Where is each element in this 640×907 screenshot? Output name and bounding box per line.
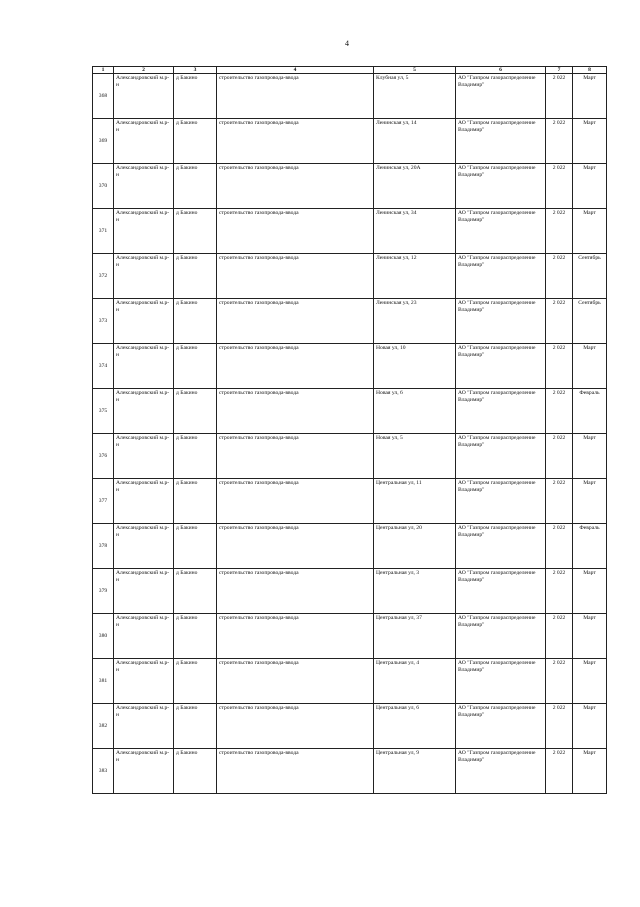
locality-cell: д Бакино <box>174 209 217 254</box>
work-type-cell: строительство газопровода-ввода <box>217 614 374 659</box>
work-type-cell: строительство газопровода-ввода <box>217 389 374 434</box>
work-type-cell: строительство газопровода-ввода <box>217 344 374 389</box>
address-cell: Центральная ул, 4 <box>374 659 456 704</box>
district-cell: Александровский м.р-н <box>114 254 174 299</box>
row-number: 372 <box>93 254 114 299</box>
year-cell: 2 022 <box>546 524 573 569</box>
organization-cell: АО "Газпром газораспределение Владимир" <box>456 434 546 479</box>
table-row <box>93 749 607 794</box>
address-cell: Ленинская ул, 14 <box>374 119 456 164</box>
table-row <box>93 389 607 434</box>
district-cell: Александровский м.р-н <box>114 704 174 749</box>
work-type-cell: строительство газопровода-ввода <box>217 74 374 119</box>
address-cell: Ленинская ул, 34 <box>374 209 456 254</box>
work-type-cell: строительство газопровода-ввода <box>217 209 374 254</box>
locality-cell: д Бакино <box>174 389 217 434</box>
row-number: 378 <box>93 524 114 569</box>
month-cell: Март <box>573 119 607 164</box>
address-cell: Центральная ул, 20 <box>374 524 456 569</box>
locality-cell: д Бакино <box>174 524 217 569</box>
row-number: 375 <box>93 389 114 434</box>
organization-cell: АО "Газпром газораспределение Владимир" <box>456 389 546 434</box>
table-row <box>93 299 607 344</box>
row-number: 374 <box>93 344 114 389</box>
locality-cell: д Бакино <box>174 434 217 479</box>
month-cell: Март <box>573 704 607 749</box>
column-header: 5 <box>374 67 456 74</box>
column-header: 8 <box>573 67 607 74</box>
row-number: 370 <box>93 164 114 209</box>
table-row <box>93 254 607 299</box>
district-cell: Александровский м.р-н <box>114 524 174 569</box>
table-row <box>93 569 607 614</box>
address-cell: Новая ул, 6 <box>374 389 456 434</box>
table-row <box>93 614 607 659</box>
organization-cell: АО "Газпром газораспределение Владимир" <box>456 254 546 299</box>
district-cell: Александровский м.р-н <box>114 389 174 434</box>
gasification-table <box>92 66 607 794</box>
district-cell: Александровский м.р-н <box>114 659 174 704</box>
table-row <box>93 659 607 704</box>
district-cell: Александровский м.р-н <box>114 614 174 659</box>
work-type-cell: строительство газопровода-ввода <box>217 569 374 614</box>
month-cell: Февраль <box>573 389 607 434</box>
table-row <box>93 74 607 119</box>
year-cell: 2 022 <box>546 749 573 794</box>
year-cell: 2 022 <box>546 209 573 254</box>
district-cell: Александровский м.р-н <box>114 479 174 524</box>
year-cell: 2 022 <box>546 704 573 749</box>
header-row <box>93 67 607 74</box>
district-cell: Александровский м.р-н <box>114 209 174 254</box>
month-cell: Март <box>573 344 607 389</box>
table-row <box>93 704 607 749</box>
month-cell: Сентябрь <box>573 254 607 299</box>
locality-cell: д Бакино <box>174 659 217 704</box>
district-cell: Александровский м.р-н <box>114 74 174 119</box>
work-type-cell: строительство газопровода-ввода <box>217 524 374 569</box>
year-cell: 2 022 <box>546 614 573 659</box>
row-number: 376 <box>93 434 114 479</box>
column-header: 1 <box>93 67 114 74</box>
row-number: 369 <box>93 119 114 164</box>
column-header: 2 <box>114 67 174 74</box>
page-number: 4 <box>345 39 349 48</box>
year-cell: 2 022 <box>546 389 573 434</box>
month-cell: Март <box>573 749 607 794</box>
row-number: 383 <box>93 749 114 794</box>
locality-cell: д Бакино <box>174 479 217 524</box>
year-cell: 2 022 <box>546 164 573 209</box>
address-cell: Ленинская ул, 12 <box>374 254 456 299</box>
address-cell: Новая ул, 5 <box>374 434 456 479</box>
row-number: 379 <box>93 569 114 614</box>
district-cell: Александровский м.р-н <box>114 344 174 389</box>
row-number: 368 <box>93 74 114 119</box>
table-row <box>93 434 607 479</box>
row-number: 377 <box>93 479 114 524</box>
table-row <box>93 524 607 569</box>
table-row <box>93 344 607 389</box>
locality-cell: д Бакино <box>174 74 217 119</box>
locality-cell: д Бакино <box>174 344 217 389</box>
year-cell: 2 022 <box>546 434 573 479</box>
row-number: 373 <box>93 299 114 344</box>
month-cell: Март <box>573 434 607 479</box>
month-cell: Март <box>573 614 607 659</box>
organization-cell: АО "Газпром газораспределение Владимир" <box>456 209 546 254</box>
work-type-cell: строительство газопровода-ввода <box>217 479 374 524</box>
district-cell: Александровский м.р-н <box>114 749 174 794</box>
organization-cell: АО "Газпром газораспределение Владимир" <box>456 524 546 569</box>
locality-cell: д Бакино <box>174 254 217 299</box>
column-header: 3 <box>174 67 217 74</box>
organization-cell: АО "Газпром газораспределение Владимир" <box>456 344 546 389</box>
year-cell: 2 022 <box>546 344 573 389</box>
column-header: 7 <box>546 67 573 74</box>
work-type-cell: строительство газопровода-ввода <box>217 434 374 479</box>
district-cell: Александровский м.р-н <box>114 164 174 209</box>
address-cell: Клубная ул, 5 <box>374 74 456 119</box>
organization-cell: АО "Газпром газораспределение Владимир" <box>456 74 546 119</box>
district-cell: Александровский м.р-н <box>114 569 174 614</box>
month-cell: Март <box>573 164 607 209</box>
work-type-cell: строительство газопровода-ввода <box>217 299 374 344</box>
month-cell: Февраль <box>573 524 607 569</box>
organization-cell: АО "Газпром газораспределение Владимир" <box>456 299 546 344</box>
row-number: 371 <box>93 209 114 254</box>
locality-cell: д Бакино <box>174 704 217 749</box>
month-cell: Март <box>573 569 607 614</box>
row-number: 381 <box>93 659 114 704</box>
address-cell: Ленинская ул, 20А <box>374 164 456 209</box>
month-cell: Март <box>573 74 607 119</box>
year-cell: 2 022 <box>546 299 573 344</box>
organization-cell: АО "Газпром газораспределение Владимир" <box>456 749 546 794</box>
work-type-cell: строительство газопровода-ввода <box>217 164 374 209</box>
address-cell: Центральная ул, 11 <box>374 479 456 524</box>
work-type-cell: строительство газопровода-ввода <box>217 704 374 749</box>
address-cell: Центральная ул, 37 <box>374 614 456 659</box>
address-cell: Ленинская ул, 23 <box>374 299 456 344</box>
organization-cell: АО "Газпром газораспределение Владимир" <box>456 614 546 659</box>
locality-cell: д Бакино <box>174 569 217 614</box>
organization-cell: АО "Газпром газораспределение Владимир" <box>456 569 546 614</box>
month-cell: Март <box>573 209 607 254</box>
organization-cell: АО "Газпром газораспределение Владимир" <box>456 704 546 749</box>
locality-cell: д Бакино <box>174 749 217 794</box>
month-cell: Март <box>573 479 607 524</box>
organization-cell: АО "Газпром газораспределение Владимир" <box>456 119 546 164</box>
address-cell: Центральная ул, 3 <box>374 569 456 614</box>
column-header: 6 <box>456 67 546 74</box>
organization-cell: АО "Газпром газораспределение Владимир" <box>456 164 546 209</box>
locality-cell: д Бакино <box>174 119 217 164</box>
organization-cell: АО "Газпром газораспределение Владимир" <box>456 659 546 704</box>
organization-cell: АО "Газпром газораспределение Владимир" <box>456 479 546 524</box>
row-number: 380 <box>93 614 114 659</box>
work-type-cell: строительство газопровода-ввода <box>217 749 374 794</box>
district-cell: Александровский м.р-н <box>114 119 174 164</box>
month-cell: Сентябрь <box>573 299 607 344</box>
year-cell: 2 022 <box>546 479 573 524</box>
address-cell: Центральная ул, 6 <box>374 704 456 749</box>
locality-cell: д Бакино <box>174 164 217 209</box>
work-type-cell: строительство газопровода-ввода <box>217 119 374 164</box>
table-row <box>93 119 607 164</box>
address-cell: Центральная ул, 9 <box>374 749 456 794</box>
locality-cell: д Бакино <box>174 299 217 344</box>
work-type-cell: строительство газопровода-ввода <box>217 659 374 704</box>
year-cell: 2 022 <box>546 119 573 164</box>
table-row <box>93 164 607 209</box>
month-cell: Март <box>573 659 607 704</box>
locality-cell: д Бакино <box>174 614 217 659</box>
year-cell: 2 022 <box>546 254 573 299</box>
row-number: 382 <box>93 704 114 749</box>
table-body <box>93 74 607 794</box>
district-cell: Александровский м.р-н <box>114 434 174 479</box>
district-cell: Александровский м.р-н <box>114 299 174 344</box>
year-cell: 2 022 <box>546 569 573 614</box>
work-type-cell: строительство газопровода-ввода <box>217 254 374 299</box>
address-cell: Новая ул, 10 <box>374 344 456 389</box>
table-row <box>93 209 607 254</box>
year-cell: 2 022 <box>546 74 573 119</box>
table-row <box>93 479 607 524</box>
year-cell: 2 022 <box>546 659 573 704</box>
column-header: 4 <box>217 67 374 74</box>
